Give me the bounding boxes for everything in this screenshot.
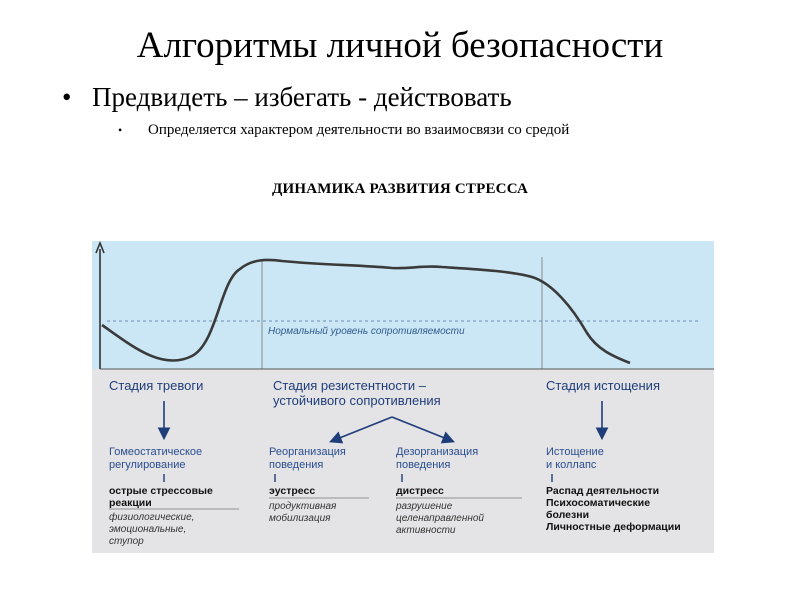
disorg-branch-ital3: активности <box>396 525 456 536</box>
disorg-branch-bold1: дистресс <box>396 485 444 497</box>
disorg-branch-line2: поведения <box>396 459 451 471</box>
exhaustion-branch-bold2: Психосоматические <box>546 497 651 509</box>
alarm-branch-bold2: реакции <box>109 497 152 509</box>
disorg-branch-line1: Дезорганизация <box>396 446 479 458</box>
bullet-sub-text: Определяется характером деятельности во взаимосвязи со средой <box>148 122 570 138</box>
exhaustion-branch-bold1: Распад деятельности <box>546 485 660 497</box>
disorg-branch-ital1: разрушение <box>396 501 453 512</box>
reorg-branch-ital1: продуктивная <box>269 501 337 512</box>
normal-level-label: Нормальный уровень сопротивляемости <box>268 326 465 337</box>
stage-resistance-line2: устойчивого сопротивления <box>273 393 441 408</box>
bullet-dot: • <box>62 82 72 112</box>
stress-diagram <box>92 241 714 553</box>
stage-exhaustion: Стадия истощения <box>546 378 660 393</box>
bullet-dot: • <box>118 123 123 137</box>
stage-alarm: Стадия тревоги <box>109 378 204 393</box>
alarm-branch-line1: Гомеостатическое <box>109 446 203 458</box>
exhaustion-branch-line2: и коллапс <box>546 459 597 471</box>
bullet-sub <box>118 120 569 140</box>
arrow-disorg <box>392 417 452 441</box>
arrow-reorg <box>332 417 392 441</box>
alarm-branch-ital1: физиологические, <box>109 512 195 523</box>
bullet-main-text: Предвидеть – избегать - действовать <box>92 82 512 112</box>
alarm-branch-bold1: острые стрессовые <box>109 485 213 497</box>
stress-curve <box>102 260 630 363</box>
bullet-main <box>62 80 512 114</box>
reorg-branch-bold1: эустресс <box>269 485 316 497</box>
slide-title: Алгоритмы личной безопасности <box>136 25 664 66</box>
exhaustion-branch-bold3: болезни <box>546 509 590 521</box>
reorg-branch-line1: Реорганизация <box>269 446 346 458</box>
disorg-branch-ital2: целенаправленной <box>396 513 484 524</box>
alarm-branch-ital3: ступор <box>109 536 144 547</box>
alarm-branch-line2: регулирование <box>109 459 186 471</box>
diagram-title: ДИНАМИКА РАЗВИТИЯ СТРЕССА <box>271 181 529 197</box>
alarm-branch-ital2: эмоциональные, <box>109 524 187 535</box>
exhaustion-branch-line1: Истощение <box>546 446 604 458</box>
reorg-branch-ital2: мобилизация <box>269 513 331 524</box>
reorg-branch-line2: поведения <box>269 459 324 471</box>
exhaustion-branch-bold4: Личностные деформации <box>546 521 681 533</box>
stage-resistance-line1: Стадия резистентности – <box>273 378 426 393</box>
